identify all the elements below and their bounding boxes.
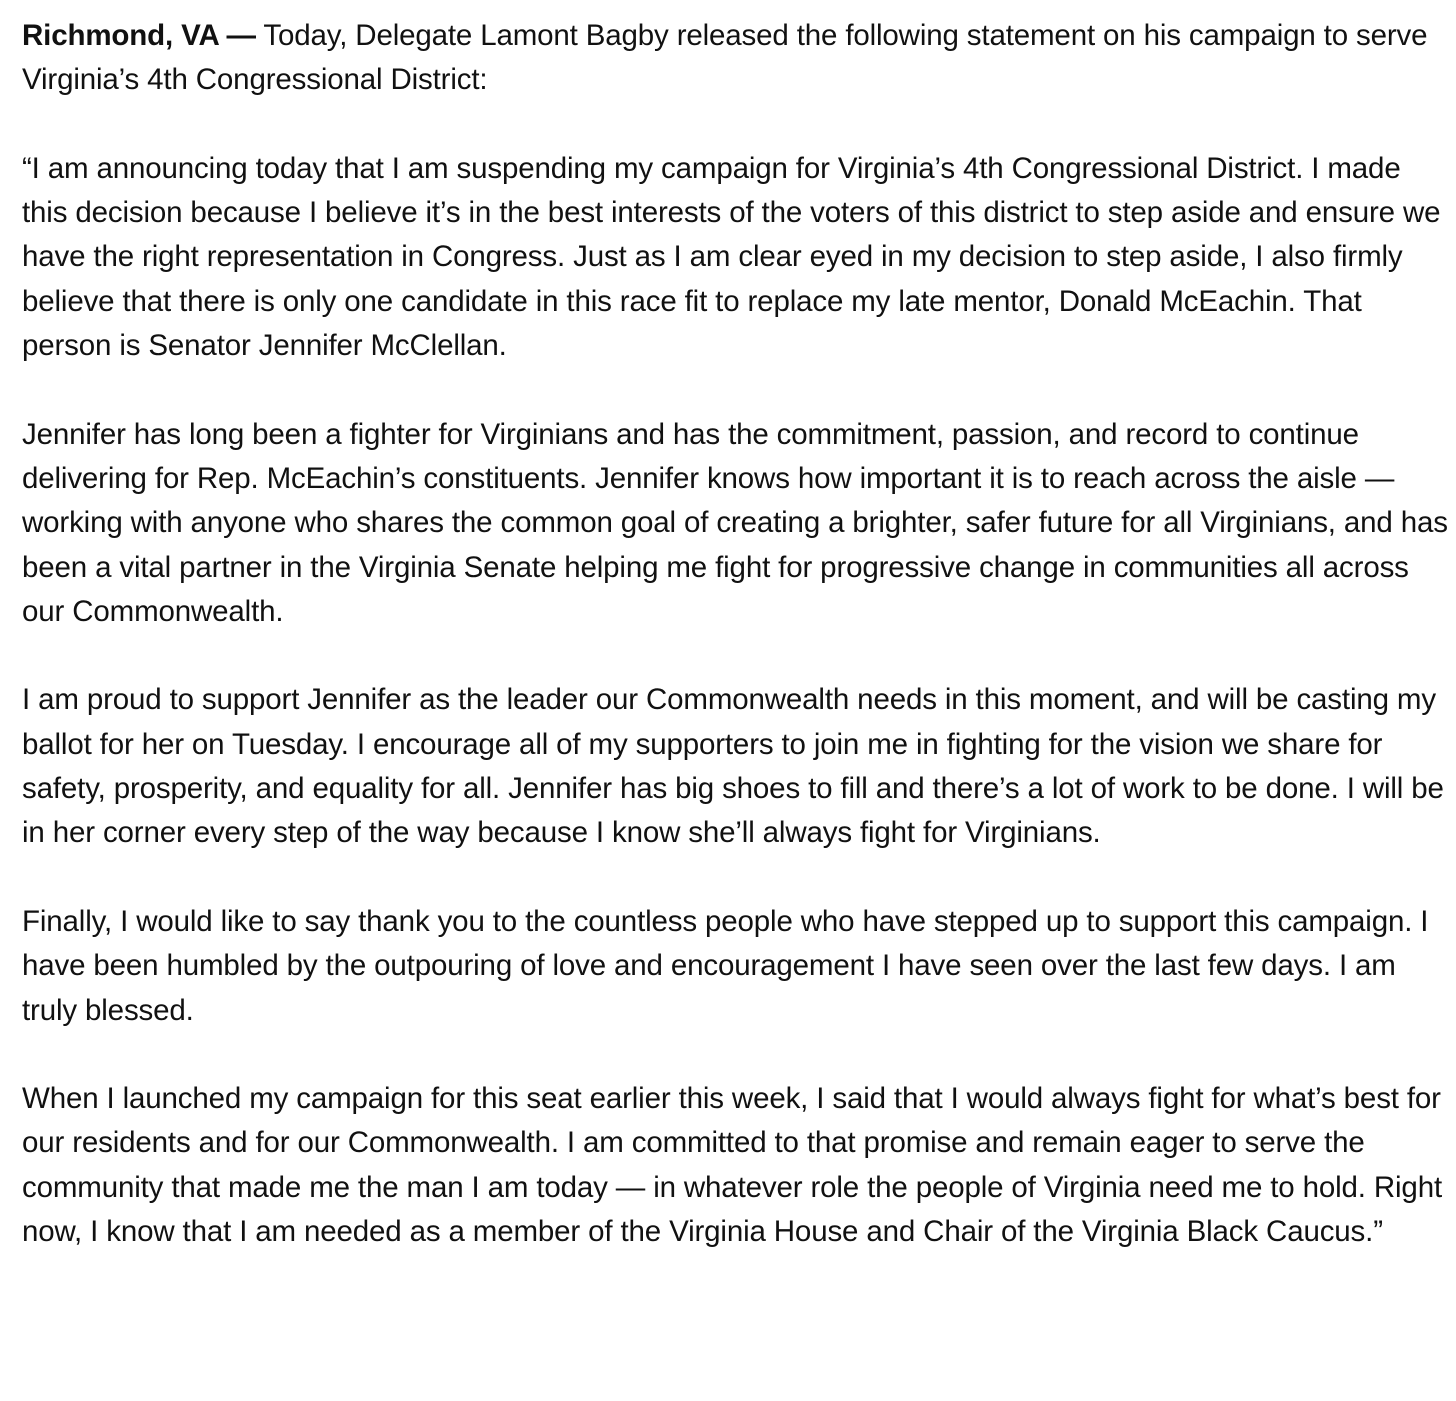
statement-paragraph-2: Jennifer has long been a fighter for Virginians and has the commitment, passion, and record to continue delivering for Rep. McEachin’s constituents. Jennifer knows how important it is to reach across the aisle — working with anyone who shares the common goal of creating a brighter, safer future for all Virginians, and has been a vital partner in the Virginia Senate helping me fight for progressive change in communities all across our Commonwealth. [22, 417, 1448, 628]
dateline: Richmond, VA — [22, 19, 256, 52]
statement-paragraph-1: “I am announcing today that I am suspending my campaign for Virginia’s 4th Congressional District. I made this decision because I believe it’s in the best interests of the voters of this district to step aside and ensure we have the right representation in Congress. Just as I am clear eyed in my decision to step aside, I also firmly believe that there is only one candidate in this race fit to replace my late mentor, Donald McEachin. That person is Senator Jennifer McClellan. [22, 151, 1441, 363]
press-statement [22, 14, 1448, 1254]
statement-paragraph-4: Finally, I would like to say thank you to the countless people who have stepped up to support this campaign. I have been humbled by the outpouring of love and encouragement I have seen over the last few days. I am truly blessed. [22, 904, 1429, 1027]
intro-text: Today, Delegate Lamont Bagby released the following statement on his campaign to serve Virginia’s 4th Congressional District: [22, 19, 1428, 97]
intro-paragraph [22, 14, 1448, 103]
statement-paragraph-3: I am proud to support Jennifer as the leader our Commonwealth needs in this moment, and will be casting my ballot for her on Tuesday. I encourage all of my supporters to join me in fighting for the vision we share for safety, prosperity, and equality for all. Jennifer has big shoes to fill and there’s a lot of work to be done. I will be in her corner every step of the way because I know she’ll always fight for Virginians. [22, 683, 1444, 850]
statement-paragraph-5: When I launched my campaign for this seat earlier this week, I said that I would always fight for what’s best for our residents and for our Commonwealth. I am committed to that promise and remain eager to serve the community that made me the man I am today — in whatever role the people of Virginia need me to hold. Right now, I know that I am needed as a member of the Virginia House and Chair of the Virginia Black Caucus.” [22, 1082, 1442, 1249]
